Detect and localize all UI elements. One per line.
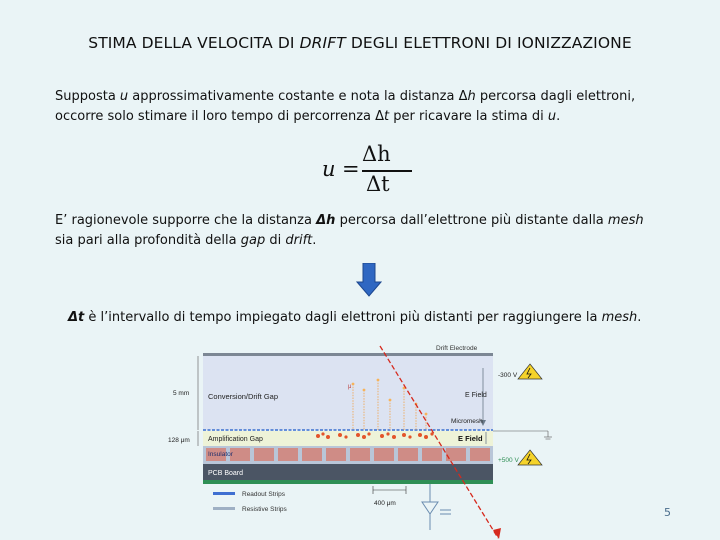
drift-electrode-label: Drift Electrode bbox=[436, 345, 478, 352]
insulator-label: Insulator bbox=[208, 451, 233, 458]
amplification-gap-label: Amplification Gap bbox=[208, 436, 263, 443]
title-text-end: DEGLI ELETTRONI DI IONIZZAZIONE bbox=[345, 34, 632, 52]
pcb-bottom-layer bbox=[203, 480, 493, 484]
paragraph-hypothesis bbox=[55, 211, 685, 251]
dim-5mm-label: 5 mm bbox=[173, 390, 190, 397]
dim-128um-label: 128 μm bbox=[168, 437, 190, 444]
e-field-lower-label: E Field bbox=[458, 434, 483, 443]
p1-var-u: u bbox=[119, 89, 129, 104]
p2-drift: drift bbox=[285, 233, 313, 248]
p3-mesh: mesh bbox=[601, 310, 638, 325]
p2-text: E’ ragionevole supporre che la distanza bbox=[55, 213, 317, 228]
p3-text: . bbox=[637, 310, 642, 325]
p1-text: percorsa dagli elettroni, bbox=[475, 89, 636, 104]
formula-denominator: Δt bbox=[366, 172, 390, 196]
p1-text: Supposta bbox=[55, 89, 120, 104]
p1-text: occorre solo stimare il loro tempo di percorrenza Δ bbox=[55, 109, 385, 124]
particle-track-arrowhead bbox=[493, 528, 501, 539]
resistive-strip-swatch bbox=[213, 507, 235, 510]
p1-text: . bbox=[556, 109, 561, 124]
p2-text: percorsa dall’elettrone più distante dalla bbox=[335, 213, 608, 228]
paragraph-delta-t bbox=[68, 308, 708, 328]
p2-text: di bbox=[265, 233, 286, 248]
p3-text: è l’intervallo di tempo impiegato dagli elettroni più distanti per raggiungere la bbox=[84, 310, 602, 325]
micromegas-diagram bbox=[168, 340, 558, 540]
velocity-formula bbox=[320, 144, 400, 196]
formula-numerator: Δh bbox=[362, 142, 391, 166]
p2-mesh: mesh bbox=[607, 213, 644, 228]
p2-delta-h: Δh bbox=[316, 213, 336, 228]
high-voltage-warning-icon bbox=[518, 364, 542, 379]
resistive-strips-label: Resistive Strips bbox=[242, 506, 287, 513]
pcb-board-layer bbox=[203, 464, 493, 480]
p2-text: . bbox=[312, 233, 317, 248]
p3-delta-t: Δt bbox=[68, 310, 85, 325]
drift-electrode-plate bbox=[203, 353, 493, 356]
p1-text: per ricavare la stima di bbox=[389, 109, 548, 124]
high-voltage-warning-icon bbox=[518, 450, 542, 465]
readout-strips-label: Readout Strips bbox=[242, 491, 285, 498]
paragraph-assumption bbox=[55, 87, 685, 127]
p1-var-t: t bbox=[384, 109, 390, 124]
p1-var-h: h bbox=[467, 89, 476, 104]
title-italic-drift: DRIFT bbox=[299, 34, 346, 52]
readout-strip-swatch bbox=[213, 492, 235, 495]
formula-equals: = bbox=[342, 157, 360, 181]
e-field-upper-label: E Field bbox=[465, 392, 487, 399]
p2-gap: gap bbox=[240, 233, 266, 248]
formula-lhs: u bbox=[322, 157, 336, 181]
p1-var-u: u bbox=[547, 109, 557, 124]
slide-title bbox=[0, 34, 720, 52]
mu-label: μ bbox=[348, 384, 352, 390]
pcb-board-label: PCB Board bbox=[208, 470, 244, 477]
arrow-down-icon bbox=[356, 263, 382, 297]
p2-text: sia pari alla profondità della bbox=[55, 233, 241, 248]
p1-text: approssimativamente costante e nota la distanza Δ bbox=[128, 89, 468, 104]
amplifier-icon bbox=[422, 502, 438, 514]
conversion-gap-label: Conversion/Drift Gap bbox=[208, 392, 279, 401]
voltage-plus-label: +500 V bbox=[498, 457, 519, 464]
dim-400um-label: 400 μm bbox=[374, 500, 396, 507]
title-text: STIMA DELLA VELOCITA DI bbox=[88, 34, 300, 52]
voltage-minus-label: -300 V bbox=[498, 372, 518, 379]
micromesh-label: Micromesh bbox=[451, 418, 483, 425]
page-number: 5 bbox=[664, 506, 671, 519]
